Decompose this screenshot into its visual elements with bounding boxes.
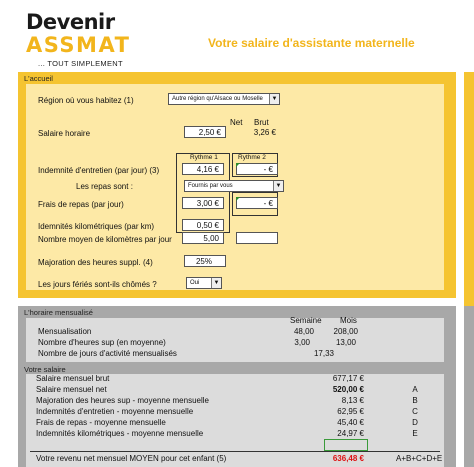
salaire-row-value: 62,95 € — [337, 407, 364, 416]
salaire-section-label: Votre salaire — [24, 365, 66, 374]
total-formula: A+B+C+D+E — [396, 454, 443, 463]
logo-tagline: ... TOUT SIMPLEMENT — [38, 59, 123, 68]
horaire-row-label: Nombre de jours d'activité mensualisés — [38, 349, 177, 358]
col-mois: Mois — [340, 316, 357, 325]
rythme2-label: Rythme 2 — [238, 154, 266, 161]
rythme1-label: Rythme 1 — [190, 154, 218, 161]
frais-repas-r2-input[interactable]: - € — [236, 197, 278, 209]
indemnite-r1-input[interactable]: 4,16 € — [182, 163, 224, 175]
header — [0, 0, 474, 74]
salaire-row-letter: C — [412, 407, 418, 416]
majoration-label: Majoration des heures suppl. (4) — [38, 258, 153, 267]
feries-select[interactable] — [186, 277, 222, 289]
repas-select[interactable] — [184, 180, 284, 192]
feries-label: Les jours fériés sont-ils chômés ? — [38, 280, 157, 289]
salaire-row-letter: D — [412, 418, 418, 427]
frais-repas-r1-input[interactable]: 3,00 € — [182, 197, 224, 209]
salaire-row-letter: B — [412, 396, 418, 405]
net-header: Net — [230, 118, 243, 127]
indemnite-label: Indemnité d'entretien (par jour) (3) — [38, 166, 160, 175]
repas-label: Les repas sont : — [76, 182, 133, 191]
region-select[interactable] — [168, 93, 280, 105]
feries-select-value: Oui — [190, 280, 200, 286]
col-semaine: Semaine — [290, 316, 322, 325]
salaire-row-value: 24,97 € — [337, 429, 364, 438]
repas-select-value: Fournis par vous — [188, 183, 233, 189]
chevron-down-icon[interactable]: ▼ — [269, 94, 279, 104]
salaire-row-value: 520,00 € — [332, 385, 364, 394]
indemnites-km-label: Idemnités kilométriques (par km) — [38, 222, 155, 231]
salaire-row-label: Salaire mensuel brut — [36, 374, 110, 383]
page-title: Votre salaire d'assistante maternelle — [208, 36, 415, 50]
indemnite-r2-input[interactable]: - € — [236, 163, 278, 175]
total-label: Votre revenu net mensuel MOYEN pour cet enfant (5) — [36, 454, 227, 463]
salaire-horaire-label: Salaire horaire — [38, 129, 91, 138]
logo-assmat: ASSMAT — [26, 33, 131, 57]
horaire-row-semaine: 48,00 — [293, 327, 314, 336]
empty-input[interactable] — [236, 232, 278, 244]
nb-km-label: Nombre moyen de kilomètres par jour — [38, 235, 172, 244]
salaire-horaire-input[interactable]: 2,50 € — [184, 126, 226, 138]
salaire-row-letter: A — [412, 385, 418, 394]
horaire-row-mois: 13,00 — [335, 338, 356, 347]
horaire-row-mois: 17,33 — [313, 349, 334, 358]
total-divider — [30, 451, 440, 452]
salaire-row-value: 8,13 € — [341, 396, 364, 405]
horaire-row-semaine: 3,00 — [294, 338, 310, 347]
salaire-row-label: Indemnités d'entretien - moyenne mensuelle — [36, 407, 194, 416]
salaire-row-label: Salaire mensuel net — [36, 385, 107, 394]
chevron-down-icon[interactable]: ▼ — [273, 181, 283, 191]
salaire-horaire-brut: 3,26 € — [253, 128, 276, 137]
chevron-down-icon[interactable]: ▼ — [211, 278, 221, 288]
right-stripe-grey — [464, 306, 474, 467]
majoration-input[interactable]: 25% — [184, 255, 226, 267]
salaire-row-value: 677,17 € — [332, 374, 364, 383]
region-label: Région où vous habitez (1) — [38, 96, 134, 105]
salaire-row-label: Frais de repas - moyenne mensuelle — [36, 418, 166, 427]
horaire-section-label: L'horaire mensualisé — [24, 308, 93, 317]
nb-km-input[interactable]: 5,00 — [182, 232, 224, 244]
region-select-value: Autre région qu'Alsace ou Moselle — [172, 96, 263, 102]
horaire-row-label: Nombre d'heures sup (en moyenne) — [38, 338, 166, 347]
indemnites-km-input[interactable]: 0,50 € — [182, 219, 224, 231]
comment-marker — [236, 163, 240, 167]
horaire-row-mois: 208,00 — [333, 327, 358, 336]
brut-header: Brut — [254, 118, 269, 127]
total-value: 636,48 € — [332, 454, 364, 463]
salaire-row-letter: E — [412, 429, 418, 438]
horaire-row-label: Mensualisation — [38, 327, 92, 336]
salaire-row-label: Indemnités kilométriques - moyenne mensuelle — [36, 429, 204, 438]
salaire-row-value: 45,40 € — [337, 418, 364, 427]
selected-cell[interactable] — [324, 439, 368, 451]
comment-marker — [236, 197, 240, 201]
frais-repas-label: Frais de repas (par jour) — [38, 200, 124, 209]
accueil-section-label: L'accueil — [24, 74, 53, 83]
logo-devenir: Devenir — [26, 10, 115, 34]
salaire-row-label: Majoration des heures sup - moyenne mensuelle — [36, 396, 209, 405]
